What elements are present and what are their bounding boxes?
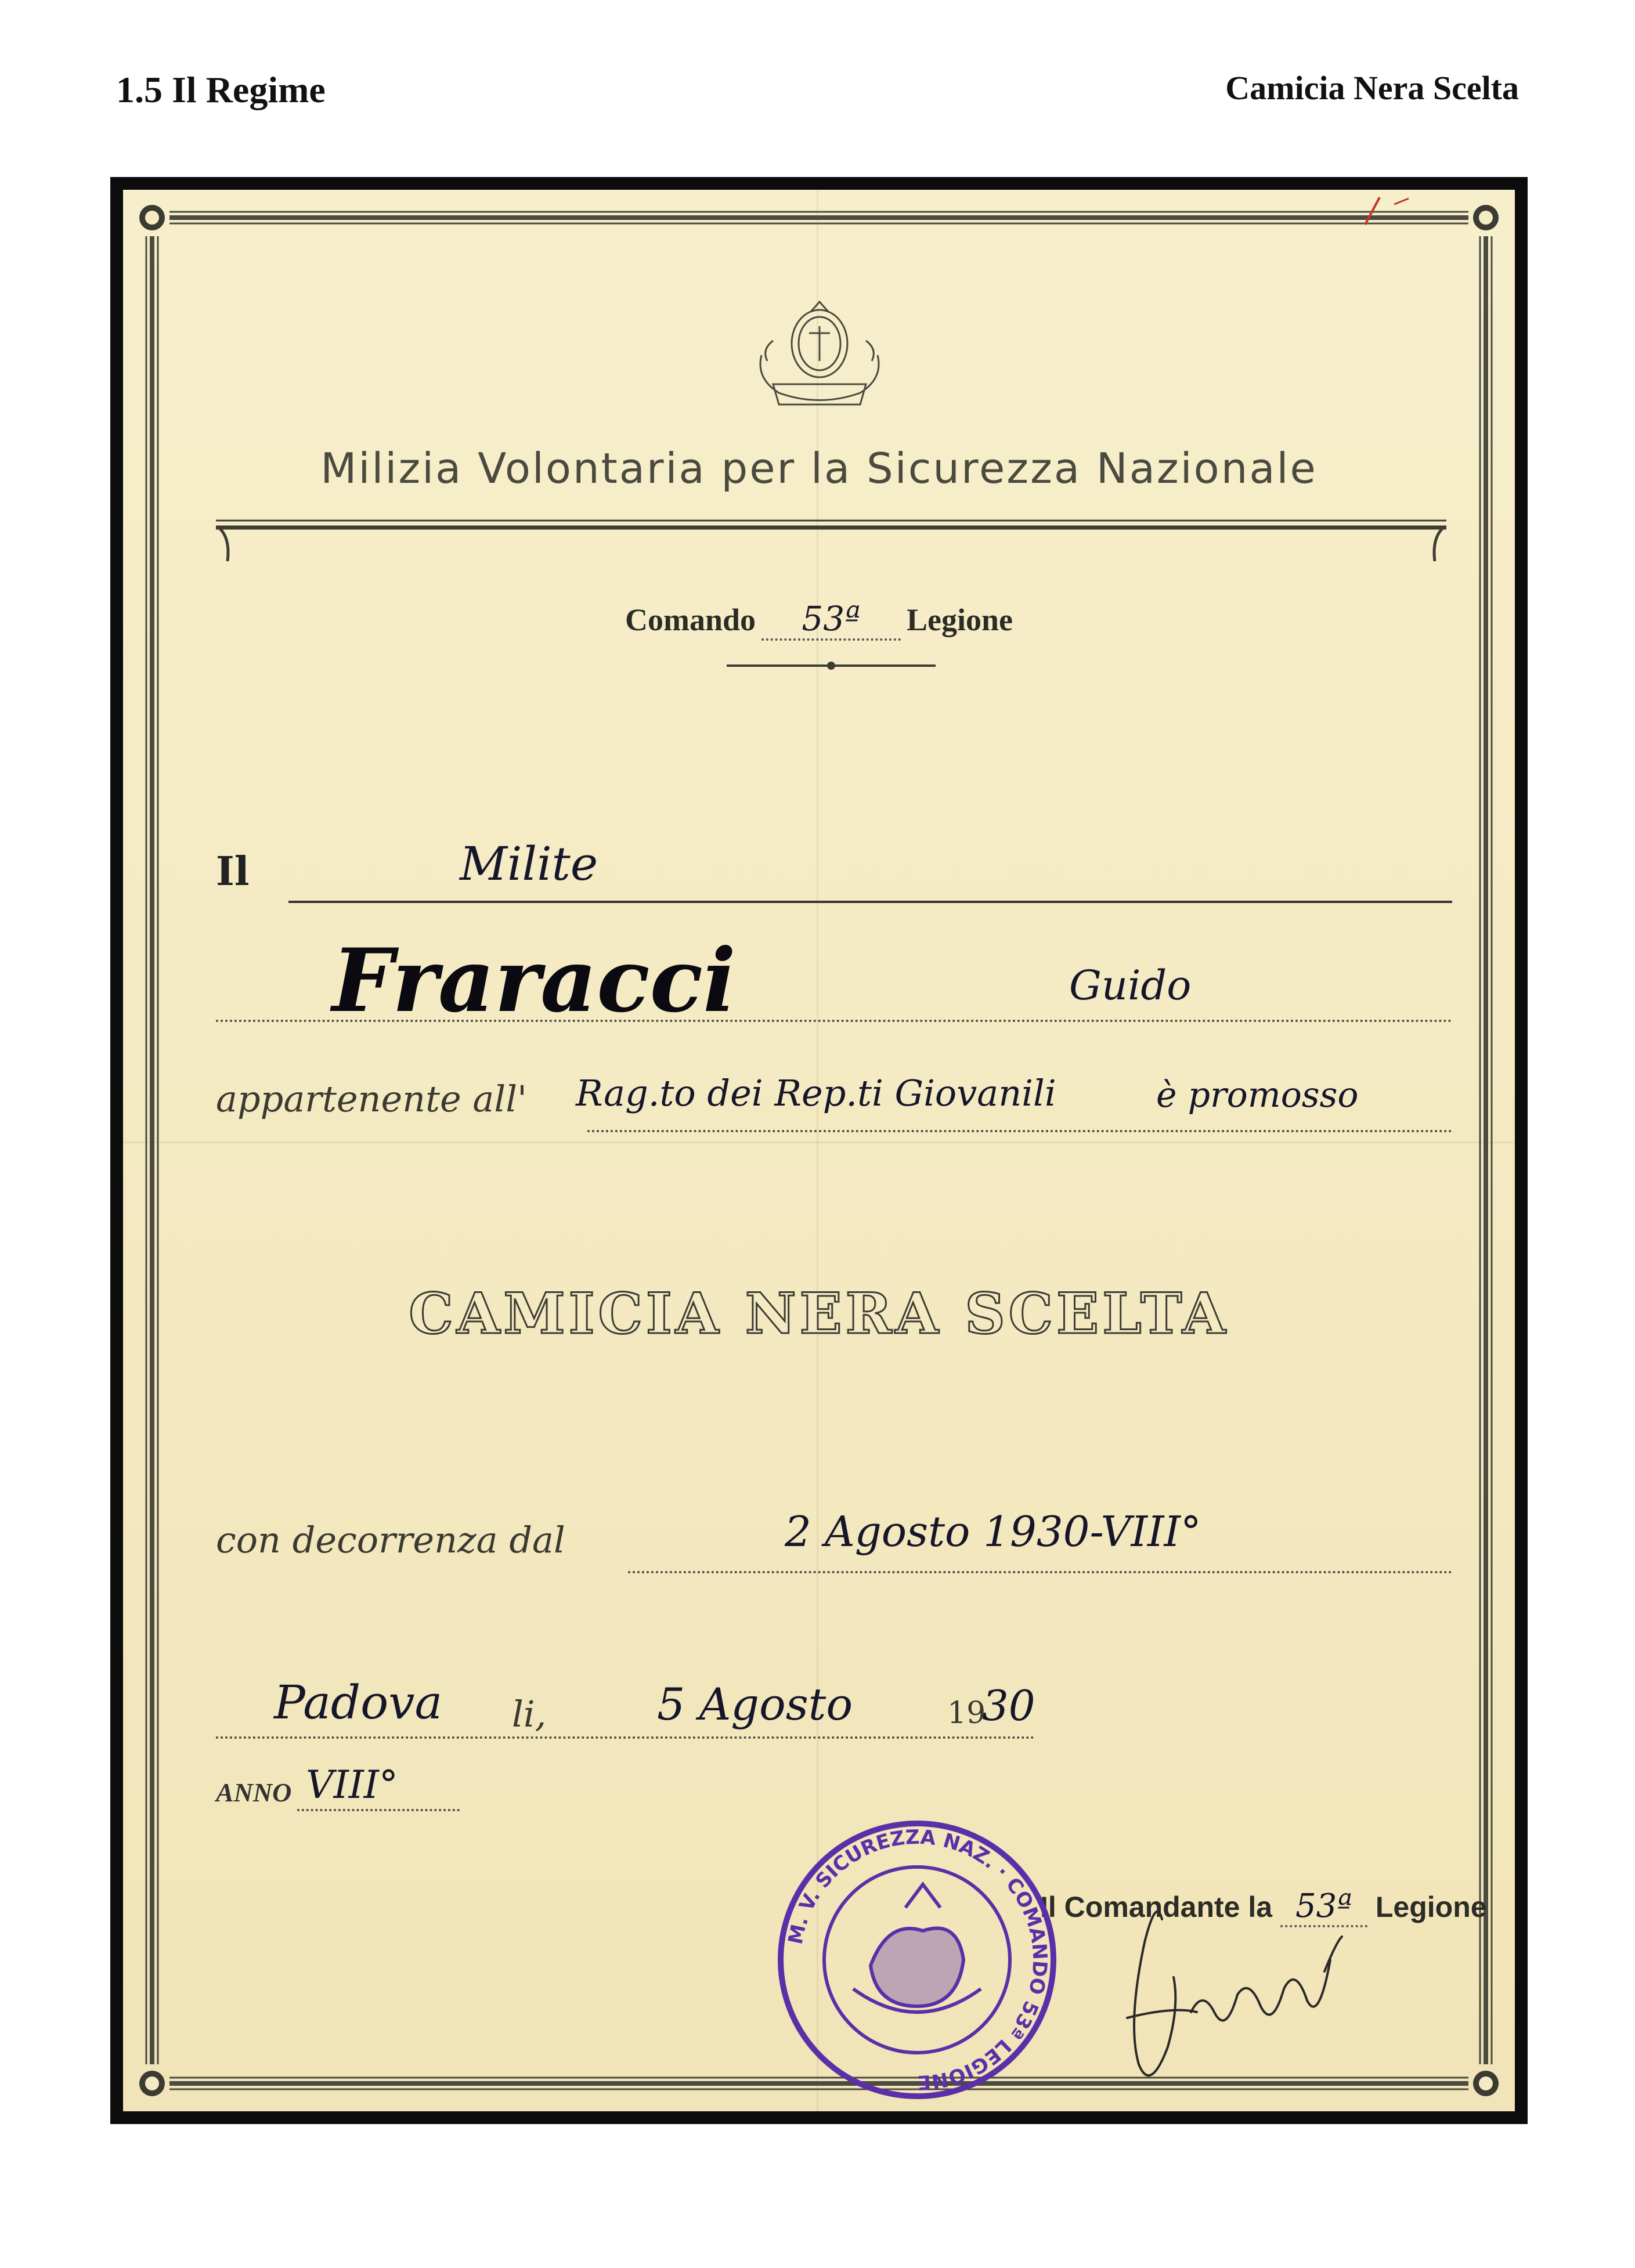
unit-label: appartenente all' [216, 1078, 528, 1120]
commander-label: Il Comandante la [1040, 1891, 1273, 1923]
comando-ornament [727, 657, 936, 674]
document-frame [110, 177, 1528, 2124]
page-topic: Camicia Nera Scelta [1225, 69, 1519, 107]
certificate-paper [123, 190, 1515, 2111]
title-ornamental-rule [216, 515, 1446, 573]
li-label: li, [512, 1693, 547, 1735]
rank-row [216, 837, 1452, 895]
surname-value: Fraracci [332, 930, 736, 1032]
place-date-rule [216, 1736, 1034, 1739]
anno-value: VIII° [306, 1763, 398, 1807]
commander-signature [1104, 1873, 1359, 2105]
commander-legion-value: 53ª [1280, 1887, 1367, 1927]
name-rule [216, 1020, 1452, 1022]
unit-row [216, 1072, 1452, 1120]
rank-label: Il [216, 848, 250, 895]
date-value: 5 Agosto [657, 1678, 853, 1730]
comando-line [123, 599, 1515, 641]
decorrenza-row [216, 1507, 1452, 1561]
decorrenza-rule [628, 1571, 1452, 1573]
decorrenza-value: 2 Agosto 1930-VIII° [785, 1507, 1201, 1556]
comando-value: 53ª [761, 599, 901, 641]
stamp-text: M. V. SICUREZZA NAZ. · COMANDO 53ª LEGIONE [784, 1825, 1052, 2094]
section-title: 1.5 Il Regime [116, 69, 326, 110]
comando-label: Comando [625, 602, 756, 637]
decorrenza-label: con decorrenza dal [216, 1519, 565, 1561]
promotion-verb: è promosso [1156, 1075, 1359, 1115]
place-value: Padova [274, 1675, 443, 1729]
militia-emblem-icon [744, 297, 895, 431]
anno-row [216, 1763, 1452, 1808]
anno-label: ANNO [216, 1778, 292, 1807]
year-suffix: 30 [982, 1681, 1035, 1730]
unit-rule [587, 1130, 1452, 1132]
legione-label: Legione [907, 602, 1013, 637]
unit-value: Rag.to dei Rep.ti Giovanili [576, 1072, 1056, 1114]
rank-value: Milite [460, 837, 598, 891]
rank-rule [288, 901, 1452, 903]
year-prefix: 19 [947, 1696, 986, 1731]
promotion-title: CAMICIA NERA SCELTA [409, 1281, 1229, 1346]
first-name-value: Guido [1069, 962, 1192, 1009]
anno-rule [297, 1809, 460, 1811]
legion-stamp-icon [772, 1815, 1062, 2105]
commander-legione-label: Legione [1375, 1891, 1487, 1923]
document-title: Milizia Volontaria per la Sicurezza Nazionale [320, 444, 1318, 493]
corner-pencil-mark [1354, 193, 1417, 227]
